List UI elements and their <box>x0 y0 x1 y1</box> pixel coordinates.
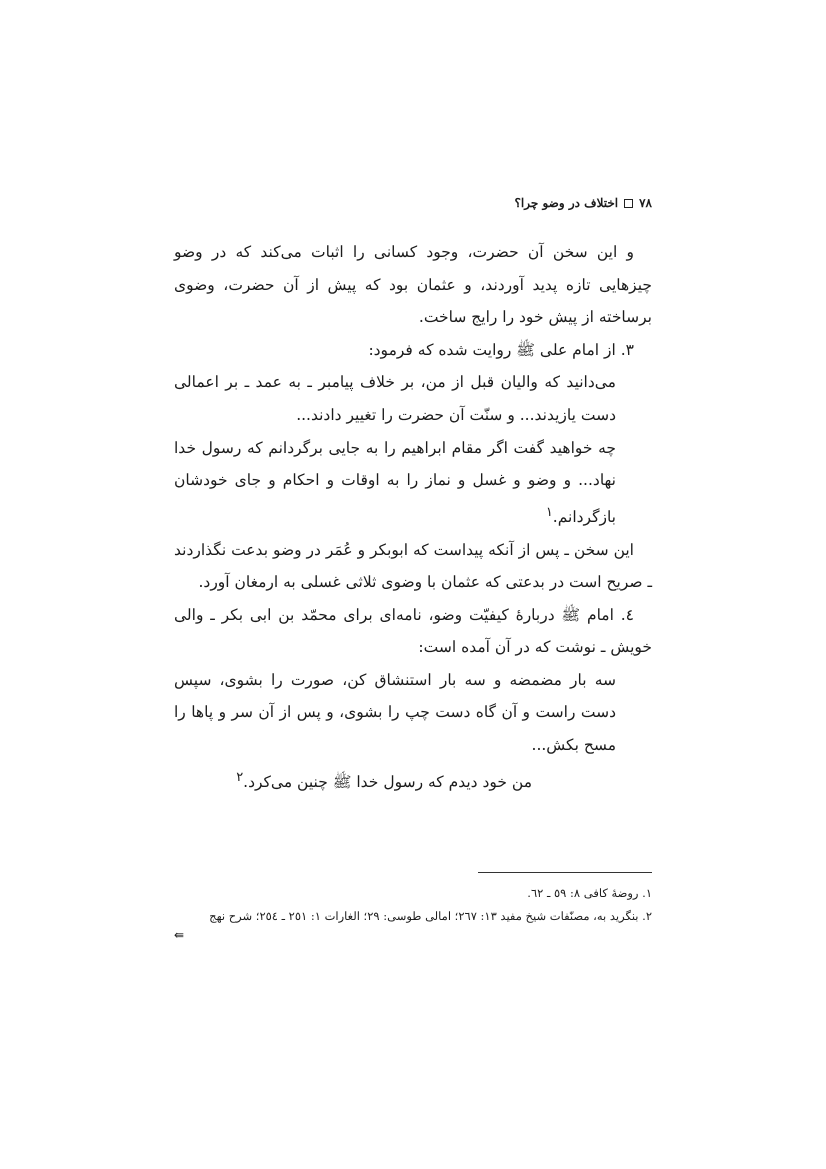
quote-3: سه بار مضمضه و سه بار استنشاق کن، صورت را بشوی، سپس دست راست و آن گاه دست چپ را بشوی، و پس از آن سر و پاها را مسح بکش... <box>174 670 616 755</box>
quote-4-text: من خود دیدم که رسول خدا ﷺ چنین می‌کرد. <box>243 772 532 791</box>
footnote-1: ١. روضهٔ کافی ٨: ٥٩ ـ ٦٢. <box>527 886 652 900</box>
paragraph-3: این سخن ـ پس از آنکه پیداست که ابوبکر و عُمَر در وضو بدعت نگذاردند ـ صریح است در بدعتی که عثمان با وضوی ثلاثی غسلی به ارمغان آورد. <box>174 540 652 592</box>
quote-2-text: چه خواهید گفت اگر مقام ابراهیم را به جایی برگردانم که رسول خدا نهاد... و وضو و غسل و نماز را به اوقات و احکام و جای خودشان بازگردانم. <box>174 438 616 526</box>
quote-2 <box>174 432 652 534</box>
running-header <box>174 196 652 210</box>
paragraph-2: ٣. از امام علی ﷺ روایت شده که فرمود: <box>368 340 634 359</box>
main-text <box>174 236 652 798</box>
footnote-2: ٢. بنگرید به، مصنّفات شیخ مفید ١٣: ٢٦٧؛ امالی طوسی: ٢٩؛ الغارات ١: ٢٥١ ـ ٢٥٤؛ شرح نهج <box>209 909 652 923</box>
footnotes <box>174 882 652 942</box>
book-title: اختلاف در وضو چرا؟ <box>514 196 619 210</box>
square-bullet-icon <box>624 199 633 208</box>
paragraph-1: و این سخن آن حضرت، وجود کسانی را اثبات می‌کند که در وضو چیزهایی تازه پدید آوردند، و عثمان بود که پیش از آن حضرت، وضوی برساخته از پیش خود را رایج ساخت. <box>174 243 652 327</box>
quote-4 <box>174 762 652 799</box>
page-number: ٧٨ <box>639 196 652 210</box>
quote-1: می‌دانید که والیان قبل از من، بر خلاف پیامبر ـ به عمد ـ بر اعمالی دست یازیدند... و سنّت آن حضرت را تغییر دادند... <box>174 373 616 424</box>
footnote-ref-1: ١ <box>545 504 553 520</box>
footnote-divider <box>478 872 652 873</box>
paragraph-4: ٤. امام ﷺ دربارهٔ کیفیّت وضو، نامه‌ای برای محمّد بن ابی بکر ـ والی خویش ـ نوشت که در آن آمده است: <box>174 605 652 657</box>
footnote-ref-2: ٢ <box>236 769 244 785</box>
continue-arrow-icon: ⇚ <box>174 928 185 942</box>
